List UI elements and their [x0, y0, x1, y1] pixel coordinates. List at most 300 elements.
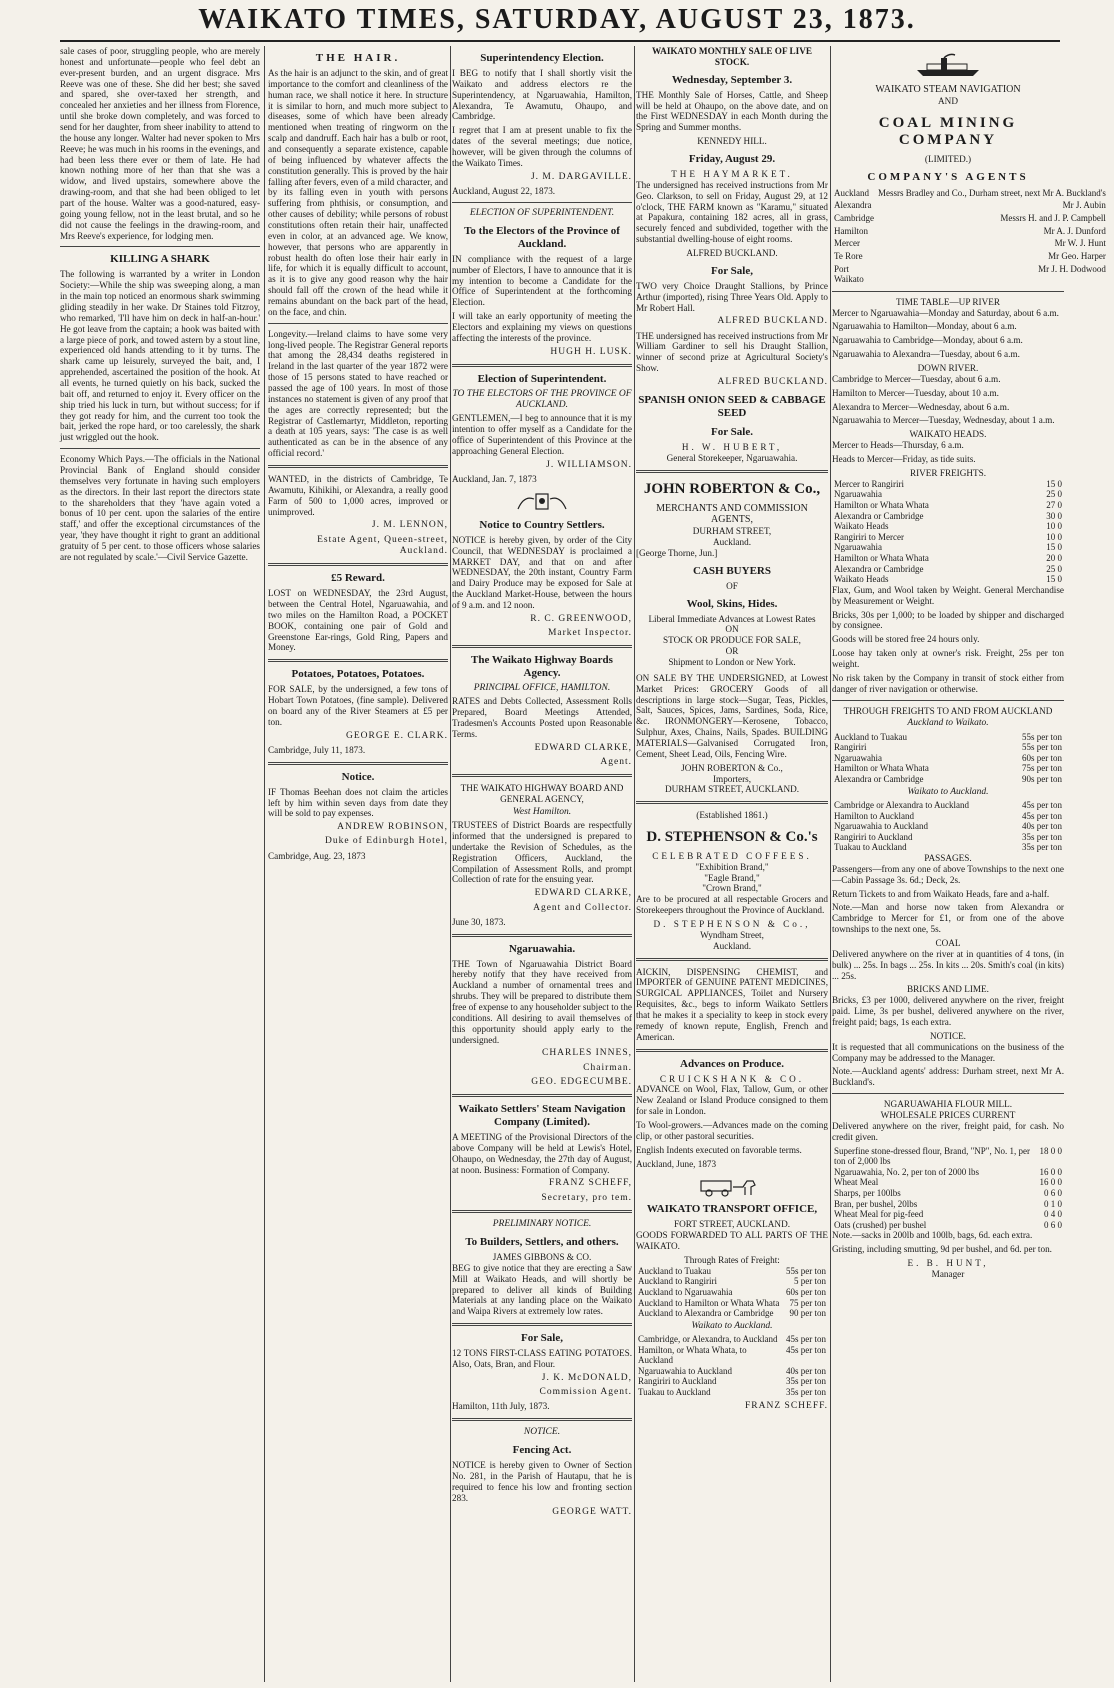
forsale-sig: ALFRED BUCKLAND. — [717, 316, 828, 327]
transport-table — [636, 1266, 828, 1319]
steam-role: Secretary, pro tem. — [541, 1192, 632, 1203]
bricks-text: Bricks, £3 per 1000, delivered anywhere on the river, freight paid. Lime, 3s per bushel, delivered anywhere on the river, freight paid; bags, 1s each extra. — [832, 995, 1064, 1027]
divider — [636, 1049, 828, 1052]
column-3 — [452, 46, 632, 1682]
masthead-rule — [60, 40, 1060, 42]
divider — [636, 801, 828, 804]
table-cell: Waikato Heads — [834, 574, 889, 585]
table-cell: Auckland to Tuakau — [834, 731, 907, 742]
table-row — [832, 574, 1064, 585]
spanish-role: General Storekeeper, Ngaruawahia. — [666, 452, 798, 463]
sale-date: Hamilton, 11th July, 1873. — [452, 1401, 550, 1412]
ngaruawahia-sig: CHARLES INNES, — [541, 1048, 632, 1059]
table-cell: 25 0 — [1046, 489, 1062, 500]
settlers-role: Market Inspector. — [547, 628, 632, 639]
agent-row — [832, 199, 1108, 212]
steam-title: Waikato Settlers' Steam Navigation Company (Limited). — [458, 1103, 626, 1128]
cruickshank-date: Auckland, June, 1873 — [636, 1158, 717, 1169]
sale-role: Commission Agent. — [539, 1387, 632, 1398]
table-cell: Rangiriri to Auckland — [638, 1376, 717, 1387]
divider — [452, 934, 632, 937]
table-cell: 25 0 — [1046, 563, 1062, 574]
column-divider — [264, 46, 265, 1682]
divider — [452, 1094, 632, 1097]
notice-sig: ANDREW ROBINSON, — [337, 822, 448, 833]
table-cell: 55s per ton — [1022, 742, 1062, 753]
advances-title: Advances on Produce. — [680, 1057, 784, 1070]
column-5 — [832, 46, 1106, 1682]
ireland-text: Longevity.—Ireland claims to have some very long-lived people. The Registrar General reports that among the 28,434 deaths registered in Ireland in the last quarter of the year 1872 were those of 15 persons stated to have reached or passed the age of 100 years. In most of those instances no statement is given of any proof that the ages are correctly represented; but the Registrar of Castlemartyr, Middleton, reporting a death at 105 years, says: 'The case is as well authenticated as can be in the absence of any official record.' — [268, 328, 448, 459]
builders-sig: JAMES GIBBONS & CO. — [492, 1251, 592, 1262]
trustees-text: TRUSTEES of District Boards are respectfully informed that the undersigned is prepared to undertake the Revision of Schedules, as the Registration Officers, Auckland, the Compilation of Assessment Rolls, and prompt Collection of rate for the ensuing year. — [452, 820, 632, 885]
table-row — [636, 1298, 828, 1309]
sale-text: 12 TONS FIRST-CLASS EATING POTATOES. Also, Oats, Bran, and Flour. — [452, 1348, 632, 1369]
election2-text: GENTLEMEN,—I beg to announce that it is my intention to offer myself as a Candidate for the office of Superintendent of this Province at the approaching General Election. — [452, 413, 632, 456]
table-cell: 55s per ton — [786, 1265, 826, 1276]
table-row — [636, 1287, 828, 1298]
freights-note: Flax, Gum, and Wool taken by Weight. General Merchandise by Measurement or Weight. — [832, 584, 1064, 606]
killing-text: The following is warranted by a writer in London Society:—While the ship was sweeping along, a man in the main top noticed an enormous shark swimming gliding steadily in her wake. Dr Staines told Fitzroy, who remarked, 'I'll have him on deck in half-an-hour.' He got leave from the captain; a hook was baited with a large piece of pork, and towed astern by a stout line, experienced old hands attending to it by turns. The shark came up leisurely, surveyed the bait, and, I apprehended, ascertained the position of the hook. At all events, he turned quietly on his back, sucked the bait off, and returned to enjoy it. Every officer on the ship tried his luck in turn, but without success; for if they got ready for him, and the current too took the bait, jerked the rope hard, or too carelessly, the shark just wriggled out the hook. — [60, 269, 260, 443]
table-row — [832, 511, 1064, 522]
divider — [636, 470, 828, 473]
spanish-sig: H. W. HUBERT, — [681, 442, 783, 453]
fencing-text: NOTICE is hereby given to Owner of Section No. 281, in the Parish of Hautapu, that he is required to fence his low and fronting section 283. — [452, 1460, 632, 1503]
divider — [60, 448, 260, 449]
column-divider — [450, 46, 451, 1682]
electors-text2: I will take an early opportunity of meeting the Electors and explaining my views on questions affecting the interests of the province. — [452, 311, 632, 343]
table-cell: Wheat Meal — [834, 1177, 879, 1188]
list-item: Hamilton to Mercer—Tuesday, about 10 a.m. — [832, 387, 999, 398]
highway-role: Agent. — [600, 757, 632, 768]
flour-note: Note.—sacks in 200lb and 100lb, bags, 6d. each extra. — [832, 1230, 1033, 1241]
through-table — [832, 732, 1064, 785]
roberton-sale: ON SALE BY THE UNDERSIGNED, at Lowest Market Prices: GROCERY Goods of all descriptions in large stock—Sugar, Teas, Pickles, Salt, Sauces, Spices, Jams, Sardines, Soda, Rice, &c. IRONMONGERY—Kerosene, Tobacco, Sulphur, Axes, Chains, Nails, Spades. BUILDING MATERIALS—Galvanised Corrugated Iron, Cement, Sheet Lead, Oils, Fencing Wire. — [636, 672, 828, 759]
ngaruawahia-title: Ngaruawahia. — [508, 942, 576, 955]
highway-title: The Waikato Highway Boards Agency. — [471, 654, 613, 680]
trustees-date: June 30, 1873. — [452, 916, 506, 927]
table-row — [636, 1266, 828, 1277]
timetable-title: TIME TABLE—UP RIVER — [896, 296, 1000, 307]
agent-row — [832, 212, 1108, 225]
roberton-addr: DURHAM STREET, — [692, 526, 772, 537]
roberton-title: JOHN ROBERTON & Co., — [643, 480, 821, 497]
builders-text: BEG to give notice that they are erecting a Saw Mill at Waikato Heads, and will shortly be prepared to deliver all kinds of Building Materials at any landing place on the Waikato and Waipa Rivers at extremely low rates. — [452, 1262, 632, 1317]
table-row — [636, 1308, 828, 1319]
table-cell: 55s per ton — [1022, 731, 1062, 742]
table-cell: 18 0 0 — [1039, 1145, 1062, 1156]
general-agency-sub: West Hamilton. — [512, 806, 572, 817]
table-cell: Mercer — [834, 238, 860, 249]
timetable-list — [832, 308, 1064, 360]
table-row — [832, 500, 1064, 511]
wanted-sig: J. M. LENNON, — [371, 520, 448, 531]
fencing-sig: GEORGE WATT. — [552, 1506, 632, 1517]
steamer-icon — [913, 52, 983, 78]
masthead: WAIKATO TIMES, SATURDAY, AUGUST 23, 1873. — [198, 4, 916, 35]
roberton-role: Importers, — [712, 773, 751, 784]
table-row — [832, 753, 1064, 764]
flour-sig: E. B. HUNT, — [907, 1258, 989, 1269]
forsale2-text: THE undersigned has received instructions from Mr William Gardiner to sell his Draught Stallion, winner of second prize at Agricultural Society's Show. — [636, 330, 828, 374]
heads-list — [832, 440, 1064, 465]
monthly-sig: KENNEDY HILL. — [697, 136, 767, 147]
divider — [832, 291, 1064, 292]
freights-table — [832, 479, 1064, 585]
table-cell: Bran, per bushel, 20lbs — [834, 1198, 918, 1209]
table-cell: 15 0 — [1046, 574, 1062, 585]
stephenson-brand3: "Crown Brand," — [702, 883, 762, 894]
flour-sub: WHOLESALE PRICES CURRENT — [880, 1110, 1016, 1120]
table-cell: 27 0 — [1046, 499, 1062, 510]
superintendency-text: I BEG to notify that I shall shortly visit the Waikato and address electors re the Superintendency, at Ngaruawahia, Hamilton, Alexandra, Te Awamutu, Ohaupo, and Cambridge. — [452, 67, 632, 122]
electors-title: To the Electors of the Province of Auckland. — [464, 224, 620, 250]
superintendency-text2: I regret that I am at present unable to fix the dates of the several meetings; due notice, however, will be given through the columns of the Waikato Times. — [452, 125, 632, 168]
list-item: Heads to Mercer—Friday, as tide suits. — [832, 454, 976, 465]
stephenson-title: D. STEPHENSON & Co.'s — [646, 829, 818, 846]
through-title: THROUGH FREIGHTS TO AND FROM AUCKLAND — [843, 705, 1053, 716]
agent-row — [832, 263, 1108, 286]
agents-table — [832, 187, 1108, 286]
coal-text: Delivered anywhere on the river at in quantities of 4 tons, (in bulk) ... 25s. In bags ... 25s. In kits ... 20s. Smith's coal (in kits) ... 25s. — [832, 948, 1064, 981]
table-row — [636, 1334, 828, 1345]
stephenson-addr: Wyndham Street, — [700, 929, 764, 940]
column-4 — [636, 46, 828, 1682]
list-item: Ngaruawahia to Mercer—Tuesday, Wednesday, about 1 a.m. — [832, 415, 1055, 426]
table-row — [832, 553, 1064, 564]
table-cell: 35s per ton — [1022, 831, 1062, 842]
table-cell: Hamilton, or Whata Whata, to Auckland — [638, 1344, 747, 1366]
highway-sub: PRINCIPAL OFFICE, HAMILTON. — [473, 683, 611, 694]
table-cell: Hamilton or Whata Whata — [834, 553, 929, 564]
table-cell: Wheat Meal for pig-feed — [834, 1209, 924, 1220]
roberton-of: OF — [726, 580, 738, 591]
transport-table-2 — [636, 1334, 828, 1398]
cruickshank-title: CRUICKSHANK & CO. — [659, 1073, 805, 1084]
table-row — [636, 1387, 828, 1398]
table-row — [832, 479, 1064, 490]
haymarket-text: The undersigned has received instructions from Mr Geo. Clarkson, to sell on Friday, August 29, at 12 o'clock, THE FARM known as "Karamu," situated at Papakura, containing 182 acres, all in grass, securely fenced and subdivided, together with the substantial dwelling-house of eight rooms. — [636, 179, 828, 245]
table-cell: Port Waikato — [834, 263, 864, 285]
freights-note3: Goods will be stored free 24 hours only. — [832, 634, 980, 645]
divider — [268, 659, 448, 662]
potatoes-text: FOR SALE, by the undersigned, a few tons of Hobart Town Potatoes, (fine sample). Delivered on board any of the River Steamers at £5 per ton. — [268, 684, 448, 727]
table-cell: Cambridge or Alexandra to Auckland — [834, 799, 969, 810]
passages-title: PASSAGES. — [924, 852, 972, 863]
stephenson-brand1: "Exhibition Brand," — [695, 861, 769, 872]
potatoes-title: Potatoes, Potatoes, Potatoes. — [291, 668, 425, 681]
election2-sub: TO THE ELECTORS OF THE PROVINCE OF AUCKLAND. — [452, 388, 632, 411]
table-cell: Cambridge — [834, 213, 874, 224]
spanish-title: SPANISH ONION SEED & CABBAGE SEED — [638, 394, 826, 420]
prelim-title: PRELIMINARY NOTICE. — [492, 1218, 592, 1229]
table-row — [832, 1209, 1064, 1220]
table-row — [832, 800, 1064, 811]
table-cell: 45s per ton — [786, 1344, 826, 1355]
flour-table — [832, 1146, 1064, 1231]
divider — [636, 958, 828, 961]
table-cell: Auckland to Alexandra or Cambridge — [638, 1308, 774, 1319]
table-cell: Te Rore — [834, 250, 863, 261]
cruickshank-text2: To Wool-growers.—Advances made on the coming clip, or other pastoral securities. — [636, 1119, 828, 1141]
table-cell: Rangiriri to Mercer — [834, 531, 904, 542]
freights-note5: No risk taken by the Company in transit of stock either from danger of river navigation or otherwise. — [832, 672, 1064, 694]
agent-row — [832, 225, 1108, 238]
table-cell: 0 1 0 — [1044, 1198, 1062, 1209]
table-row — [636, 1345, 828, 1366]
divider — [452, 1210, 632, 1213]
limited-label: (LIMITED.) — [924, 154, 972, 165]
table-cell: Superfine stone-dressed flour, Brand, "NP", No. 1, per ton of 2,000 lbs — [834, 1145, 1030, 1167]
table-cell: 35s per ton — [786, 1387, 826, 1398]
forsale2-sig: ALFRED BUCKLAND. — [717, 377, 828, 388]
divider — [452, 202, 632, 203]
stephenson-sub: CELEBRATED COFFEES. — [652, 850, 812, 861]
column-2 — [268, 46, 448, 1682]
economy-text: Economy Which Pays.—The officials in the National Provincial Bank of England should consider themselves very fortunate in having such employers as the directors. In their last report the directors state to the shareholders that they 'have again voted a bonus of 10 per cent. upon the salaries of the entire staff,' and offer the exceptional circumstances of the year, 'they have thought it right to grant an additional gratuity of 5 per cent. to those officers whose salaries are not regulated by scale.'—Civil Service Gazette. — [60, 454, 260, 562]
roberton-cash: CASH BUYERS — [693, 564, 771, 577]
list-item: Ngaruawahia to Hamilton—Monday, about 6 a.m. — [832, 321, 1017, 332]
election2-date: Auckland, Jan. 7, 1873 — [452, 474, 537, 484]
column-divider — [830, 46, 831, 1682]
table-cell: Ngaruawahia — [834, 542, 882, 553]
haymarket-title: THE HAYMARKET. — [671, 168, 793, 179]
hair-title: THE HAIR. — [315, 52, 401, 64]
table-row — [832, 774, 1064, 785]
haymarket-day: Friday, August 29. — [688, 152, 776, 165]
notice-title: Notice. — [341, 770, 375, 783]
table-row — [832, 521, 1064, 532]
through-table-2 — [832, 800, 1064, 853]
table-cell: 35s per ton — [786, 1376, 826, 1387]
roberton-on: ON — [725, 624, 739, 635]
table-row — [832, 832, 1064, 843]
table-row — [636, 1366, 828, 1377]
roberton-or: OR — [725, 646, 739, 657]
table-cell: Mr A. J. Dunford — [1043, 225, 1106, 236]
table-cell: Messrs Bradley and Co., Durham street, next Mr A. Buckland's — [878, 187, 1106, 198]
steam-text: A MEETING of the Provisional Directors of the above Company will be held at Lewis's Hotel, Ohaupo, on Wednesday, the 27th day of August, at noon. Business: Formation of Company. — [452, 1131, 632, 1175]
list-item: Ngaruawahia to Alexandra—Tuesday, about 6 a.m. — [832, 349, 1020, 360]
down-list — [832, 374, 1064, 426]
table-cell: 20 0 — [1046, 553, 1062, 564]
aickin-text: AICKIN, DISPENSING CHEMIST, and IMPORTER of GENUINE PATENT MEDICINES, SURGICAL APPLIANCES, Toilet and Nursery Requisites, &c., begs to inform Waikato Settlers that he makes it a speciality to keep in stock every remedy of known repute, English, French and American. — [636, 966, 828, 1042]
table-cell: Ngaruawahia to Auckland — [834, 821, 928, 832]
sale-sig: J. K. McDONALD, — [541, 1372, 632, 1383]
general-agency-title: THE WAIKATO HIGHWAY BOARD AND GENERAL AGENCY, — [460, 783, 624, 805]
transport-addr: FORT STREET, AUCKLAND. — [674, 1219, 790, 1230]
haymarket-sig: ALFRED BUCKLAND. — [686, 247, 778, 258]
cruickshank-text: ADVANCE on Wool, Flax, Tallow, Gum, or other New Zealand or Island Produce consigned to them for sale in London. — [636, 1084, 828, 1117]
roberton-stock: STOCK OR PRODUCE FOR SALE, — [663, 635, 801, 646]
superintendency-sig: J. M. DARGAVILLE. — [530, 171, 632, 182]
table-cell: Rangiriri — [834, 742, 867, 753]
divider — [268, 563, 448, 566]
table-cell: 75 per ton — [789, 1297, 826, 1308]
flour-text: Delivered anywhere on the river, freight paid, for cash. No credit given. — [832, 1120, 1064, 1142]
wanted-text: WANTED, in the districts of Cambridge, Te Awamutu, Kihikihi, or Alexandra, a really good Farm of 500 to 1,000 acres, improved or unimproved. — [268, 474, 448, 517]
freights-title: RIVER FREIGHTS. — [909, 467, 987, 478]
list-item: Mercer to Ngaruawahia—Monday and Saturday, about 6 a.m. — [832, 307, 1059, 318]
divider — [832, 1093, 1064, 1094]
notice-date: Cambridge, Aug. 23, 1873 — [268, 850, 366, 861]
table-cell: Hamilton — [834, 225, 868, 236]
settlers-sig: R. C. GREENWOOD, — [530, 613, 632, 624]
agent-row — [832, 187, 1108, 200]
list-item: Ngaruawahia to Cambridge—Monday, about 6 a.m. — [832, 335, 1023, 346]
transport-text: GOODS FORWARDED TO ALL PARTS OF THE WAIKATO. — [636, 1230, 828, 1252]
divider — [268, 323, 448, 324]
trustees-role: Agent and Collector. — [533, 902, 632, 913]
ngaruawahia-sig2: GEO. EDGECUMBE. — [531, 1076, 632, 1087]
roberton-sig: JOHN ROBERTON & Co., — [681, 762, 783, 773]
highway-sig: EDWARD CLARKE, — [534, 742, 632, 753]
table-row — [832, 564, 1064, 575]
notice-title: NOTICE. — [523, 1427, 561, 1438]
electors-sig: HUGH H. LUSK. — [550, 346, 632, 357]
list-item: Cambridge to Mercer—Tuesday, about 6 a.m. — [832, 373, 1001, 384]
settlers-title: Notice to Country Settlers. — [479, 518, 605, 531]
table-cell: Rangiriri to Auckland — [834, 831, 913, 842]
table-cell: Auckland — [834, 187, 869, 198]
forsale-title: For Sale, — [711, 264, 753, 277]
horse-cart-icon — [697, 1175, 767, 1197]
table-cell: 60s per ton — [1022, 752, 1062, 763]
trustees-sig: EDWARD CLARKE, — [534, 888, 632, 899]
spanish-sub: For Sale. — [711, 426, 753, 439]
roberton-ship: Shipment to London or New York. — [668, 656, 796, 667]
table-cell: Alexandra or Cambridge — [834, 774, 924, 785]
divider — [268, 465, 448, 468]
hair-text: As the hair is an adjunct to the skin, and of great importance to the comfort and cleanliness of the human race, we shall notice it here. In structure it is similar to horn, and much more subject to diseases, some of which have been already mentioned when treating of ringworm on the scalp and dandruff. Each hair has a bulb or root, and consequently a separate existence, capable of being influenced by whatever affects the constitution generally. This is proved by the hair falling after fevers, even of a mild character, and by its falling even in youth with persons suffering from phthisis, or consumption, and other causes of debility; while persons of robust constitutions often retain their hair, unaffected even in color, at an advanced age. We know, however, that persons who are apparently in robust health do often lose their hair early in life, for which it is equally difficult to account, as it is to give any good reason why the hair should fall off the crown of the head while it remains abundant on the back part of the head, on the face, and chin. — [268, 67, 448, 317]
table-row — [832, 1167, 1064, 1178]
table-cell: Alexandra or Cambridge — [834, 563, 924, 574]
monthly-day: Wednesday, September 3. — [671, 73, 793, 86]
transport-sub: Waikato to Auckland. — [691, 1320, 773, 1331]
table-cell: Ngaruawahia — [834, 752, 882, 763]
column-1 — [60, 46, 260, 1682]
ngaruawahia-text: THE Town of Ngaruawahia District Board hereby notify that they have received from Auckland a number of ornamental trees and shrubs. They will be prepared to distribute them free of expense to any householder subject to the conditions. All desiring to avail themselves of this opportunity should apply early to the undersigned. — [452, 958, 632, 1045]
freights-note2: Bricks, 30s per 1,000; to be loaded by shipper and discharged by consignee. — [832, 609, 1064, 631]
builders-title: To Builders, Settlers, and others. — [465, 1236, 619, 1249]
table-row — [832, 1146, 1064, 1167]
table-row — [832, 842, 1064, 853]
table-cell: 15 0 — [1046, 478, 1062, 489]
table-cell: 45s per ton — [786, 1334, 826, 1345]
divider — [452, 1323, 632, 1326]
table-cell: 0 6 0 — [1044, 1188, 1062, 1199]
stephenson-brand2: "Eagle Brand," — [704, 872, 760, 883]
agent-row — [832, 250, 1108, 263]
heads-title: WAIKATO HEADS. — [909, 429, 987, 440]
passages-text: Passengers—from any one of above Townships to the next one—Cabin Passage 3s. 6d.; Deck, 2s. — [832, 863, 1064, 885]
table-cell: Hamilton to Auckland — [834, 810, 914, 821]
table-cell: Cambridge, or Alexandra, to Auckland — [638, 1334, 778, 1345]
table-row — [832, 1199, 1064, 1210]
highway-text: RATES and Debts Collected, Assessment Rolls Prepared, Board Meetings Attended, Tradesmen's Accounts Posted upon Reasonable Terms. — [452, 696, 632, 739]
agent-row — [832, 237, 1108, 250]
table-cell: 90s per ton — [1022, 774, 1062, 785]
bricks-title: BRICKS AND LIME. — [907, 984, 989, 995]
flour-note2: Gristing, including smutting, 9d per bushel, and 6d. per ton. — [832, 1244, 1052, 1255]
table-row — [832, 542, 1064, 553]
roberton-city: Auckland. — [712, 536, 751, 547]
divider — [452, 1418, 632, 1421]
table-cell: Mr J. H. Dodwood — [1038, 263, 1106, 274]
table-cell: Tuakau to Auckland — [638, 1387, 711, 1398]
stephenson-city: Auckland. — [712, 940, 751, 951]
divider — [452, 774, 632, 777]
coal-title: COAL MINING COMPANY — [878, 114, 1018, 149]
table-row — [832, 489, 1064, 500]
ngaruawahia-role: Chairman. — [583, 1062, 632, 1073]
story-text: sale cases of poor, struggling people, who are merely honest and unfortunate—people who feel debt an ever-present burden, and an urgent disgrace. Mrs Reeve was one of these. She did her best; she saved and spared, she over-taxed her strength, and concealed her anxieties and her illness from Florence, until she broke down completely, and was forced to send for her daughter, from sheer inability to attend to the house any longer. Walter had never spoken to Mrs Reeve; he was much in his rooms in the evenings, and had been less there ever or them of late. He had known nothing more of her than that she was a widow, and lived upstairs, somewhere above the drawing-room, and that she had been obliged to let part of the house. Walter was a good-natured, easy-going young fellow, not in the least brutal, and so he did not cause the feelings in the drawing-room, and Mrs Reeve's experience, for lodging men. — [60, 46, 260, 241]
table-row — [636, 1276, 828, 1287]
sale-title: For Sale, — [521, 1332, 563, 1345]
table-cell: Alexandra — [834, 200, 872, 211]
table-cell: Mercer to Rangiriri — [834, 478, 904, 489]
through-sub: Auckland to Waikato. — [907, 718, 989, 729]
table-row — [832, 1220, 1064, 1231]
table-cell: Ngaruawahia — [834, 489, 882, 500]
table-cell: Alexandra or Cambridge — [834, 510, 924, 521]
table-cell: 35s per ton — [1022, 842, 1062, 853]
table-row — [832, 732, 1064, 743]
table-cell: Hamilton or Whata Whata — [834, 763, 929, 774]
notice-text: It is requested that all communications on the business of the Company may be addressed to the Manager. — [832, 1041, 1064, 1063]
flour-title: NGARUAWAHIA FLOUR MILL. — [883, 1099, 1013, 1110]
table-cell: Ngaruawahia to Auckland — [638, 1365, 732, 1376]
notice-text2: Note.—Auckland agents' address: Durham street, next Mr A. Buckland's. — [832, 1066, 1064, 1088]
table-row — [832, 532, 1064, 543]
fencing-title: Fencing Act. — [512, 1444, 572, 1457]
table-cell: 45s per ton — [1022, 799, 1062, 810]
table-cell: 15 0 — [1046, 542, 1062, 553]
list-item: Alexandra to Mercer—Wednesday, about 6 a.m. — [832, 401, 1010, 412]
table-cell: Oats (crushed) per bushel — [834, 1219, 927, 1230]
table-cell: 0 6 0 — [1044, 1219, 1062, 1230]
table-cell: Waikato Heads — [834, 521, 889, 532]
potatoes-date: Cambridge, July 11, 1873. — [268, 744, 366, 755]
roberton-wool: Wool, Skins, Hides. — [686, 597, 778, 610]
superintendency-date: Auckland, August 22, 1873. — [452, 185, 556, 196]
table-cell: Sharps, per 100lbs — [834, 1188, 901, 1199]
freights-note4: Loose hay taken only at owner's risk. Freight, 25s per ton weight. — [832, 648, 1064, 670]
table-row — [832, 1177, 1064, 1188]
divider — [60, 246, 260, 247]
divider — [268, 762, 448, 765]
table-cell: 16 0 0 — [1039, 1166, 1062, 1177]
table-cell: Mr J. Aubin — [1062, 200, 1106, 211]
table-cell: Auckland to Ngaruawahia — [638, 1287, 733, 1298]
and-label: AND — [938, 95, 958, 106]
table-cell: 10 0 — [1046, 521, 1062, 532]
table-cell: Ngaruawahia, No. 2, per ton of 2000 lbs — [834, 1166, 979, 1177]
table-cell: Mr W. J. Hunt — [1054, 238, 1106, 249]
reward-title: £5 Reward. — [331, 572, 385, 585]
roberton-sub: MERCHANTS AND COMMISSION AGENTS, — [656, 502, 808, 526]
notice-title: NOTICE. — [930, 1030, 966, 1041]
table-cell: 10 0 — [1046, 531, 1062, 542]
table-cell: 16 0 0 — [1039, 1177, 1062, 1188]
potatoes-sig: GEORGE E. CLARK. — [345, 730, 448, 741]
table-row — [832, 811, 1064, 822]
agents-title: COMPANY'S AGENTS — [867, 170, 1029, 183]
table-cell: Mr Geo. Harper — [1048, 250, 1106, 261]
table-cell: 45s per ton — [1022, 810, 1062, 821]
table-cell: Auckland to Hamilton or Whata Whata — [638, 1297, 780, 1308]
table-cell: 30 0 — [1046, 510, 1062, 521]
divider — [832, 700, 1064, 701]
